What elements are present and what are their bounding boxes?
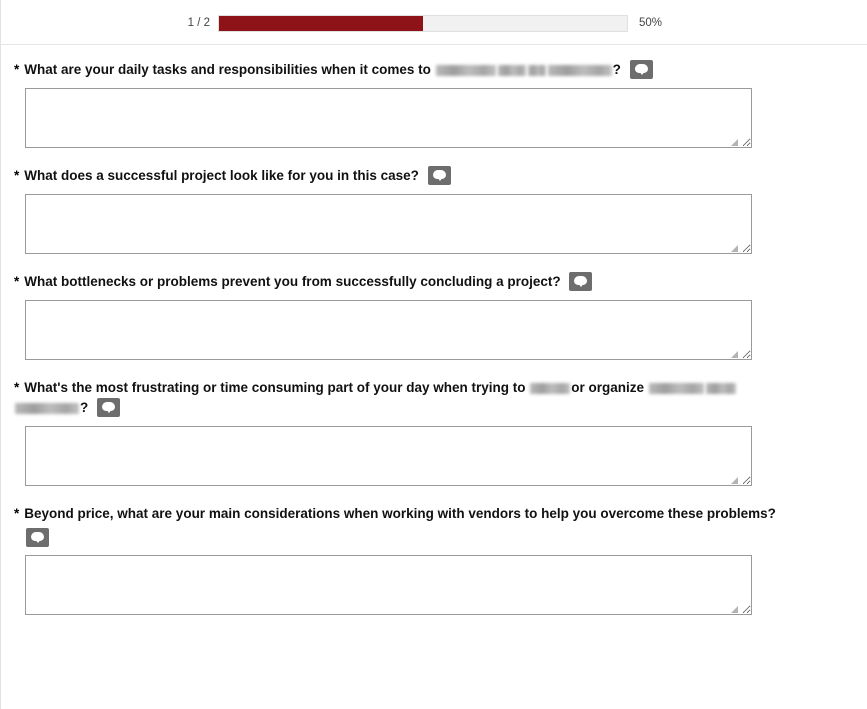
question-2-text: What does a successful project look like for you in this case? xyxy=(24,168,419,183)
question-5-label xyxy=(14,504,867,547)
progress-track xyxy=(218,15,628,32)
required-marker: * xyxy=(14,506,20,521)
comment-bubble-icon[interactable] xyxy=(26,528,49,547)
progress-bar-row xyxy=(0,13,867,33)
redacted-text xyxy=(528,65,546,76)
required-marker: * xyxy=(14,380,20,395)
question-3-text: What bottlenecks or problems prevent you from successfully concluding a project? xyxy=(24,274,561,289)
header-divider xyxy=(0,44,867,45)
question-1-label xyxy=(14,60,867,80)
required-marker: * xyxy=(14,168,20,183)
answer-5-wrap xyxy=(14,555,867,615)
redacted-text xyxy=(548,65,612,76)
required-marker: * xyxy=(14,274,20,289)
question-item xyxy=(0,504,867,615)
redacted-text xyxy=(436,65,496,76)
question-5-text: Beyond price, what are your main considerations when working with vendors to help you overcome these problems? xyxy=(24,506,776,521)
question-2-label xyxy=(14,166,867,186)
comment-bubble-icon[interactable] xyxy=(630,60,653,79)
progress-percent-label: 50% xyxy=(639,17,663,29)
comment-bubble-icon[interactable] xyxy=(569,272,592,291)
question-item xyxy=(0,60,867,148)
answer-3-wrap xyxy=(14,300,867,360)
redacted-text xyxy=(530,383,570,394)
answer-2-input[interactable] xyxy=(25,194,752,254)
question-item xyxy=(0,378,867,486)
question-4-text: What's the most frustrating or time consuming part of your day when trying to xyxy=(24,380,526,395)
redacted-text xyxy=(706,383,736,394)
required-marker: * xyxy=(14,62,20,77)
answer-1-wrap xyxy=(14,88,867,148)
redacted-text xyxy=(498,65,526,76)
comment-bubble-icon[interactable] xyxy=(97,398,120,417)
question-item xyxy=(0,272,867,360)
question-1-text-suffix: ? xyxy=(612,62,621,77)
redacted-text xyxy=(15,403,79,414)
answer-4-input[interactable] xyxy=(25,426,752,486)
question-item xyxy=(0,166,867,254)
answer-1-input[interactable] xyxy=(25,88,752,148)
comment-bubble-icon[interactable] xyxy=(428,166,451,185)
answer-5-input[interactable] xyxy=(25,555,752,615)
redacted-text xyxy=(649,383,704,394)
question-4-text-middle: or organize xyxy=(571,380,645,395)
answer-3-input[interactable] xyxy=(25,300,752,360)
answer-2-wrap xyxy=(14,194,867,254)
progress-page-count: 1 / 2 xyxy=(187,17,210,29)
question-list xyxy=(0,60,867,633)
question-4-text-suffix: ? xyxy=(80,400,89,415)
question-3-label xyxy=(14,272,867,292)
question-4-label xyxy=(14,378,867,418)
progress-fill xyxy=(219,16,423,31)
question-1-text: What are your daily tasks and responsibilities when it comes to xyxy=(24,62,431,77)
answer-4-wrap xyxy=(14,426,867,486)
